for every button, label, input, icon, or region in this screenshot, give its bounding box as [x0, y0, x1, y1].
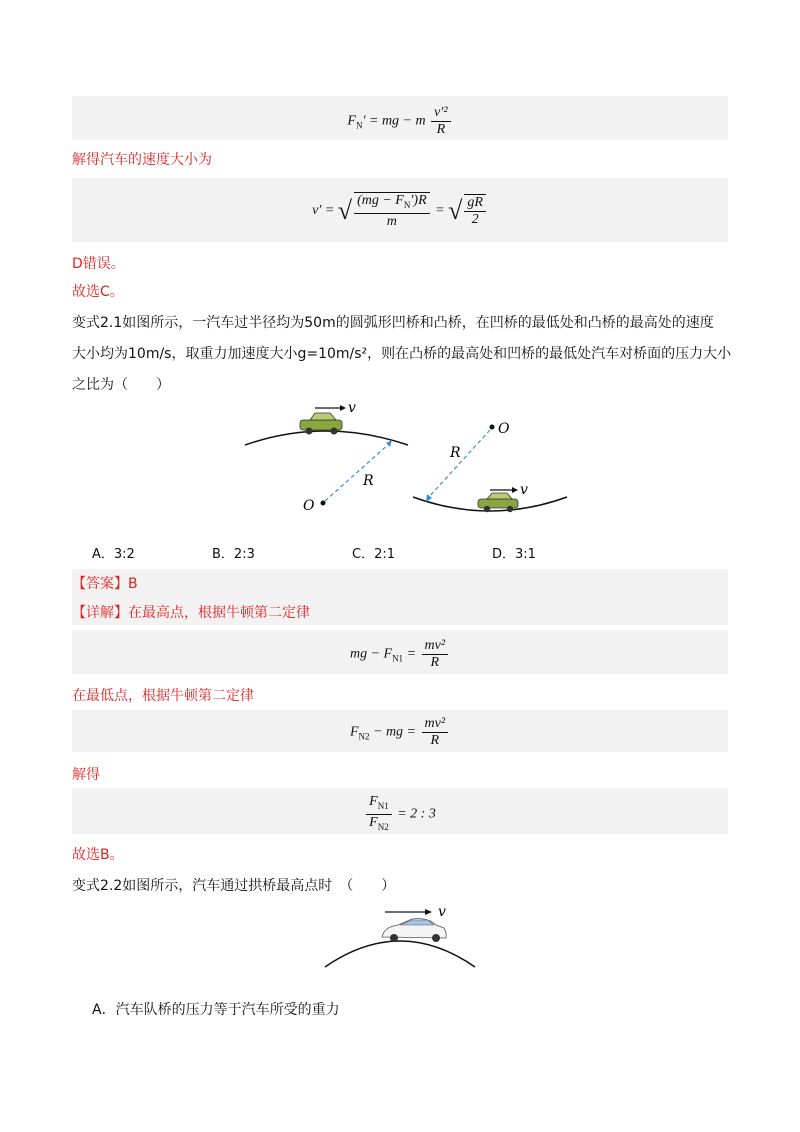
option-c[interactable]: C．2:1	[352, 547, 395, 562]
question-2-1-line-3: 之比为（ ）	[72, 377, 170, 393]
car-icon-concave	[478, 493, 518, 512]
question-2-1-line-2: 大小均为10m/s，取重力加速度大小g=10m/s²，则在凸桥的最高处和凹桥的最低处汽车对桥面的压力大小	[72, 346, 732, 362]
label-v-convex: v	[348, 400, 356, 416]
choose-b-text: 故选B。	[72, 847, 124, 863]
lowest-point-text: 在最低点，根据牛顿第二定律	[72, 688, 254, 704]
arch-bridge-figure	[0, 895, 800, 975]
equation-speed: v′ = √ $\frac{(mg - F_N')R}{m}$ = √ $\frac{gR}{2}$	[72, 192, 728, 230]
equation-ratio: $\frac{F_{N1}}{F_{N2}}$ = 2 : 3	[72, 794, 728, 835]
question-2-1-line-1: 变式2.1如图所示，一汽车过半径均为50m的圆弧形凹桥和凸桥，在凹桥的最低处和凸桥的最高处的速度	[72, 315, 714, 331]
label-o-concave: O	[498, 421, 510, 437]
choose-c-text: 故选C。	[72, 284, 124, 300]
label-o-convex: O	[303, 498, 315, 514]
equation-highest-point: mg − $F_{N1}$ = $\frac{\text{mv²}}{R}$	[72, 638, 728, 671]
equation-box-2	[72, 178, 728, 242]
label-r-convex: R	[363, 473, 374, 489]
equation-box-5	[72, 788, 728, 834]
convex-bridge-arc	[245, 431, 408, 445]
d-wrong-text: D错误。	[72, 256, 125, 272]
option-a-2-2[interactable]: A．汽车队桥的压力等于汽车所受的重力	[92, 1002, 340, 1018]
equation-box-4	[72, 710, 728, 752]
option-b[interactable]: B．2:3	[212, 547, 255, 562]
question-2-2-text: 变式2.2如图所示，汽车通过拱桥最高点时 （ ）	[72, 878, 396, 894]
detail-text: 【详解】在最高点，根据牛顿第二定律	[72, 605, 310, 621]
equation-lowest-point: $F_{N2}$ − mg = $\frac{\text{mv²}}{R}$	[72, 716, 728, 749]
solve-speed-text: 解得汽车的速度大小为	[72, 152, 212, 168]
option-a[interactable]: A．3:2	[92, 547, 135, 562]
equation-box-1	[72, 96, 728, 140]
option-d[interactable]: D．3:1	[492, 547, 536, 562]
label-v-concave: v	[520, 482, 528, 498]
bridges-figure	[0, 395, 800, 535]
car-icon-arch	[382, 919, 446, 942]
label-v-arch: v	[438, 904, 446, 920]
equation-normal-force: $F_N'$ = mg − m $\frac{\text{v′²}}{R}$	[72, 105, 728, 138]
arch-bridge-arc	[325, 941, 475, 967]
label-r-concave: R	[450, 445, 461, 461]
radius-line-convex	[325, 443, 390, 501]
equation-box-3	[72, 630, 728, 674]
answer-text: 【答案】B	[72, 576, 138, 592]
center-point-concave	[490, 425, 495, 430]
radius-line-concave	[428, 430, 490, 498]
center-point-convex	[321, 501, 326, 506]
solve-text: 解得	[72, 767, 100, 783]
